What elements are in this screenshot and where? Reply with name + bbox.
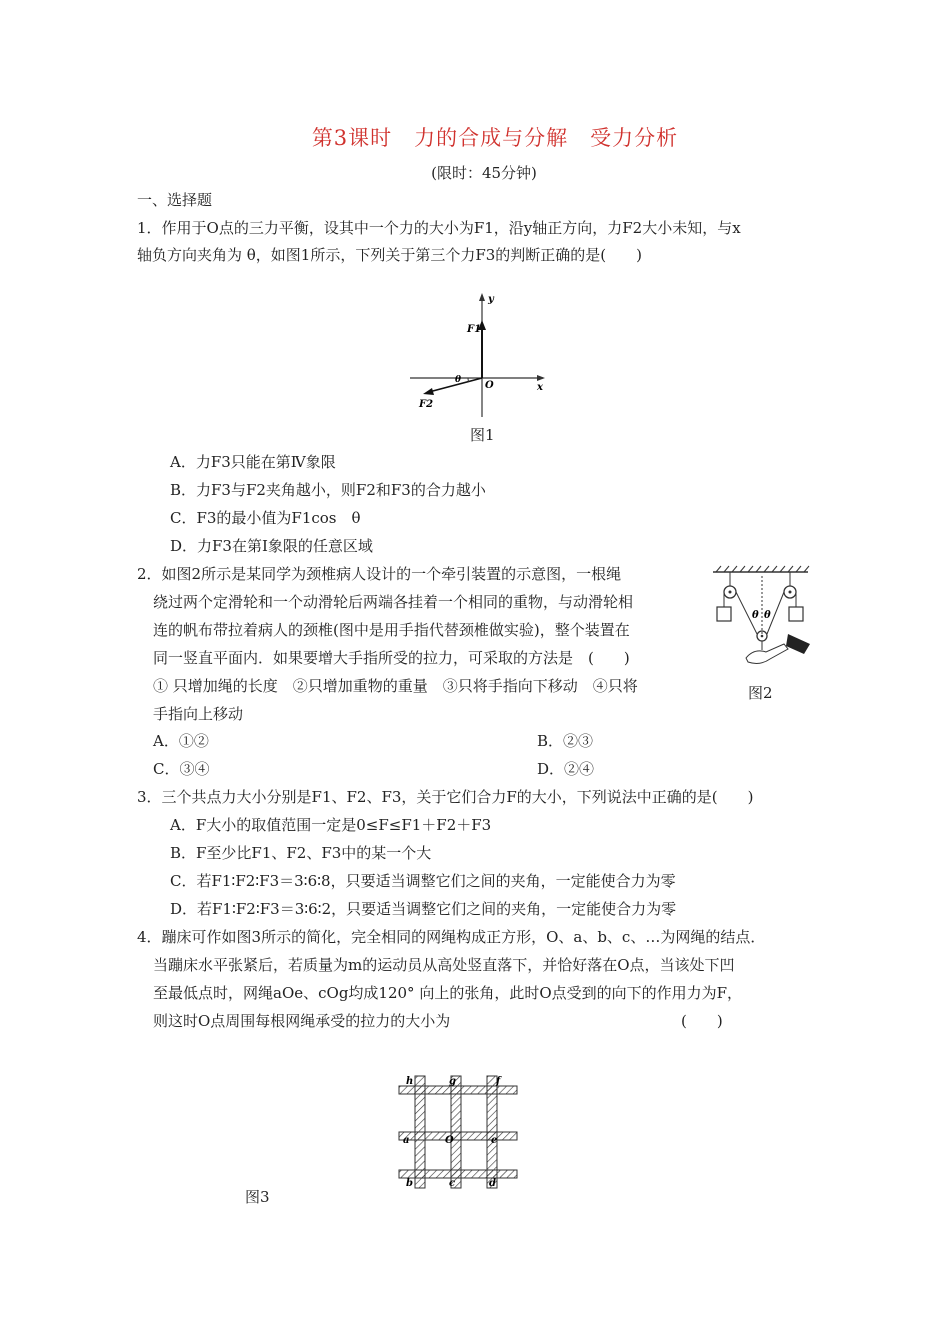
- q2-line-5: ① 只增加绳的长度 ②只增加重物的重量 ③只将手指向下移动 ④只将: [153, 677, 638, 695]
- q4-line-4: 则这时O点周围每根网绳承受的拉力的大小为: [153, 1012, 451, 1030]
- figure-1-caption: 图1: [470, 426, 495, 444]
- q2-option-b: B．②③: [537, 732, 594, 750]
- q3-option-c: C．若F1∶F2∶F3＝3∶6∶8，只要适当调整它们之间的夹角，一定能使合力为零: [170, 872, 676, 890]
- fig1-label-f1: F1: [467, 324, 482, 335]
- q1-option-c: C．F3的最小值为F1cos θ: [170, 509, 361, 527]
- q3-option-a: A．F大小的取值范围一定是0≤F≤F1＋F2＋F3: [170, 816, 492, 834]
- fig1-label-o: O: [485, 380, 494, 391]
- q2-line-3: 连的帆布带拉着病人的颈椎(图中是用手指代替颈椎做实验)，整个装置在: [153, 621, 630, 639]
- fig3-label-e: e: [491, 1135, 498, 1146]
- fig3-label-f: f: [496, 1076, 501, 1087]
- fig1-label-x: x: [537, 382, 543, 393]
- figure-2-traction-device: [708, 562, 818, 680]
- fig3-label-o: O: [445, 1135, 454, 1146]
- fig3-label-b: b: [406, 1178, 413, 1189]
- q2-option-a: A．①②: [153, 732, 209, 750]
- fig3-label-d: d: [489, 1178, 496, 1189]
- fig3-label-c: c: [449, 1178, 456, 1189]
- figure-1-axes: [405, 290, 555, 420]
- time-limit: (限时：45分钟): [431, 164, 537, 182]
- fig3-label-h: h: [406, 1076, 414, 1087]
- q1-option-a: A．力F3只能在第Ⅳ象限: [170, 453, 336, 471]
- page-title: 第3课时 力的合成与分解 受力分析: [311, 126, 679, 150]
- q4-answer-blank: ( ): [681, 1012, 723, 1030]
- q2-option-d: D．②④: [537, 760, 595, 778]
- figure-3-trampoline-net: [395, 1070, 525, 1192]
- figure-3-caption: 图3: [245, 1188, 270, 1206]
- q1-option-b: B．力F3与F2夹角越小，则F2和F3的合力越小: [170, 481, 486, 499]
- q3-stem: 3．三个共点力大小分别是F1、F2、F3，关于它们合力F的大小，下列说法中正确的是( ): [137, 788, 754, 806]
- q1-line-2: 轴负方向夹角为 θ，如图1所示，下列关于第三个力F3的判断正确的是( ): [137, 246, 643, 264]
- fig1-label-y: y: [488, 294, 494, 305]
- fig2-label-theta-left: θ: [752, 610, 759, 621]
- q1-option-d: D．力F3在第Ⅰ象限的任意区域: [170, 537, 373, 555]
- figure-2-caption: 图2: [748, 684, 773, 702]
- q2-line-4: 同一竖直平面内．如果要增大手指所受的拉力，可采取的方法是 ( ): [153, 649, 630, 667]
- q4-line-1: 4．蹦床可作如图3所示的简化，完全相同的网绳构成正方形，O、a、b、c、…为网绳的结点．: [137, 928, 766, 946]
- fig3-label-g: g: [449, 1076, 456, 1087]
- section-heading: 一、选择题: [137, 191, 213, 209]
- q3-option-b: B．F至少比F1、F2、F3中的某一个大: [170, 844, 432, 862]
- q2-line-1: 2．如图2所示是某同学为颈椎病人设计的一个牵引装置的示意图，一根绳: [137, 565, 622, 583]
- fig1-label-theta: θ: [455, 375, 462, 385]
- fig2-label-theta-right: θ: [764, 610, 771, 621]
- q4-line-3: 至最低点时，网绳aOe、cOg均成120° 向上的张角，此时O点受到的向下的作用力为F，: [153, 984, 743, 1002]
- q2-line-6: 手指向上移动: [153, 705, 244, 723]
- q2-option-c: C．③④: [153, 760, 210, 778]
- fig1-label-f2: F2: [419, 399, 434, 410]
- fig3-label-a: a: [403, 1135, 410, 1146]
- q3-option-d: D．若F1∶F2∶F3＝3∶6∶2，只要适当调整它们之间的夹角，一定能使合力为零: [170, 900, 677, 918]
- q2-line-2: 绕过两个定滑轮和一个动滑轮后两端各挂着一个相同的重物，与动滑轮相: [153, 593, 634, 611]
- q1-line-1: 1．作用于O点的三力平衡，设其中一个力的大小为F1，沿y轴正方向，力F2大小未知，与x: [137, 219, 741, 237]
- q4-line-2: 当蹦床水平张紧后，若质量为m的运动员从高处竖直落下，并恰好落在O点，当该处下凹: [153, 956, 735, 974]
